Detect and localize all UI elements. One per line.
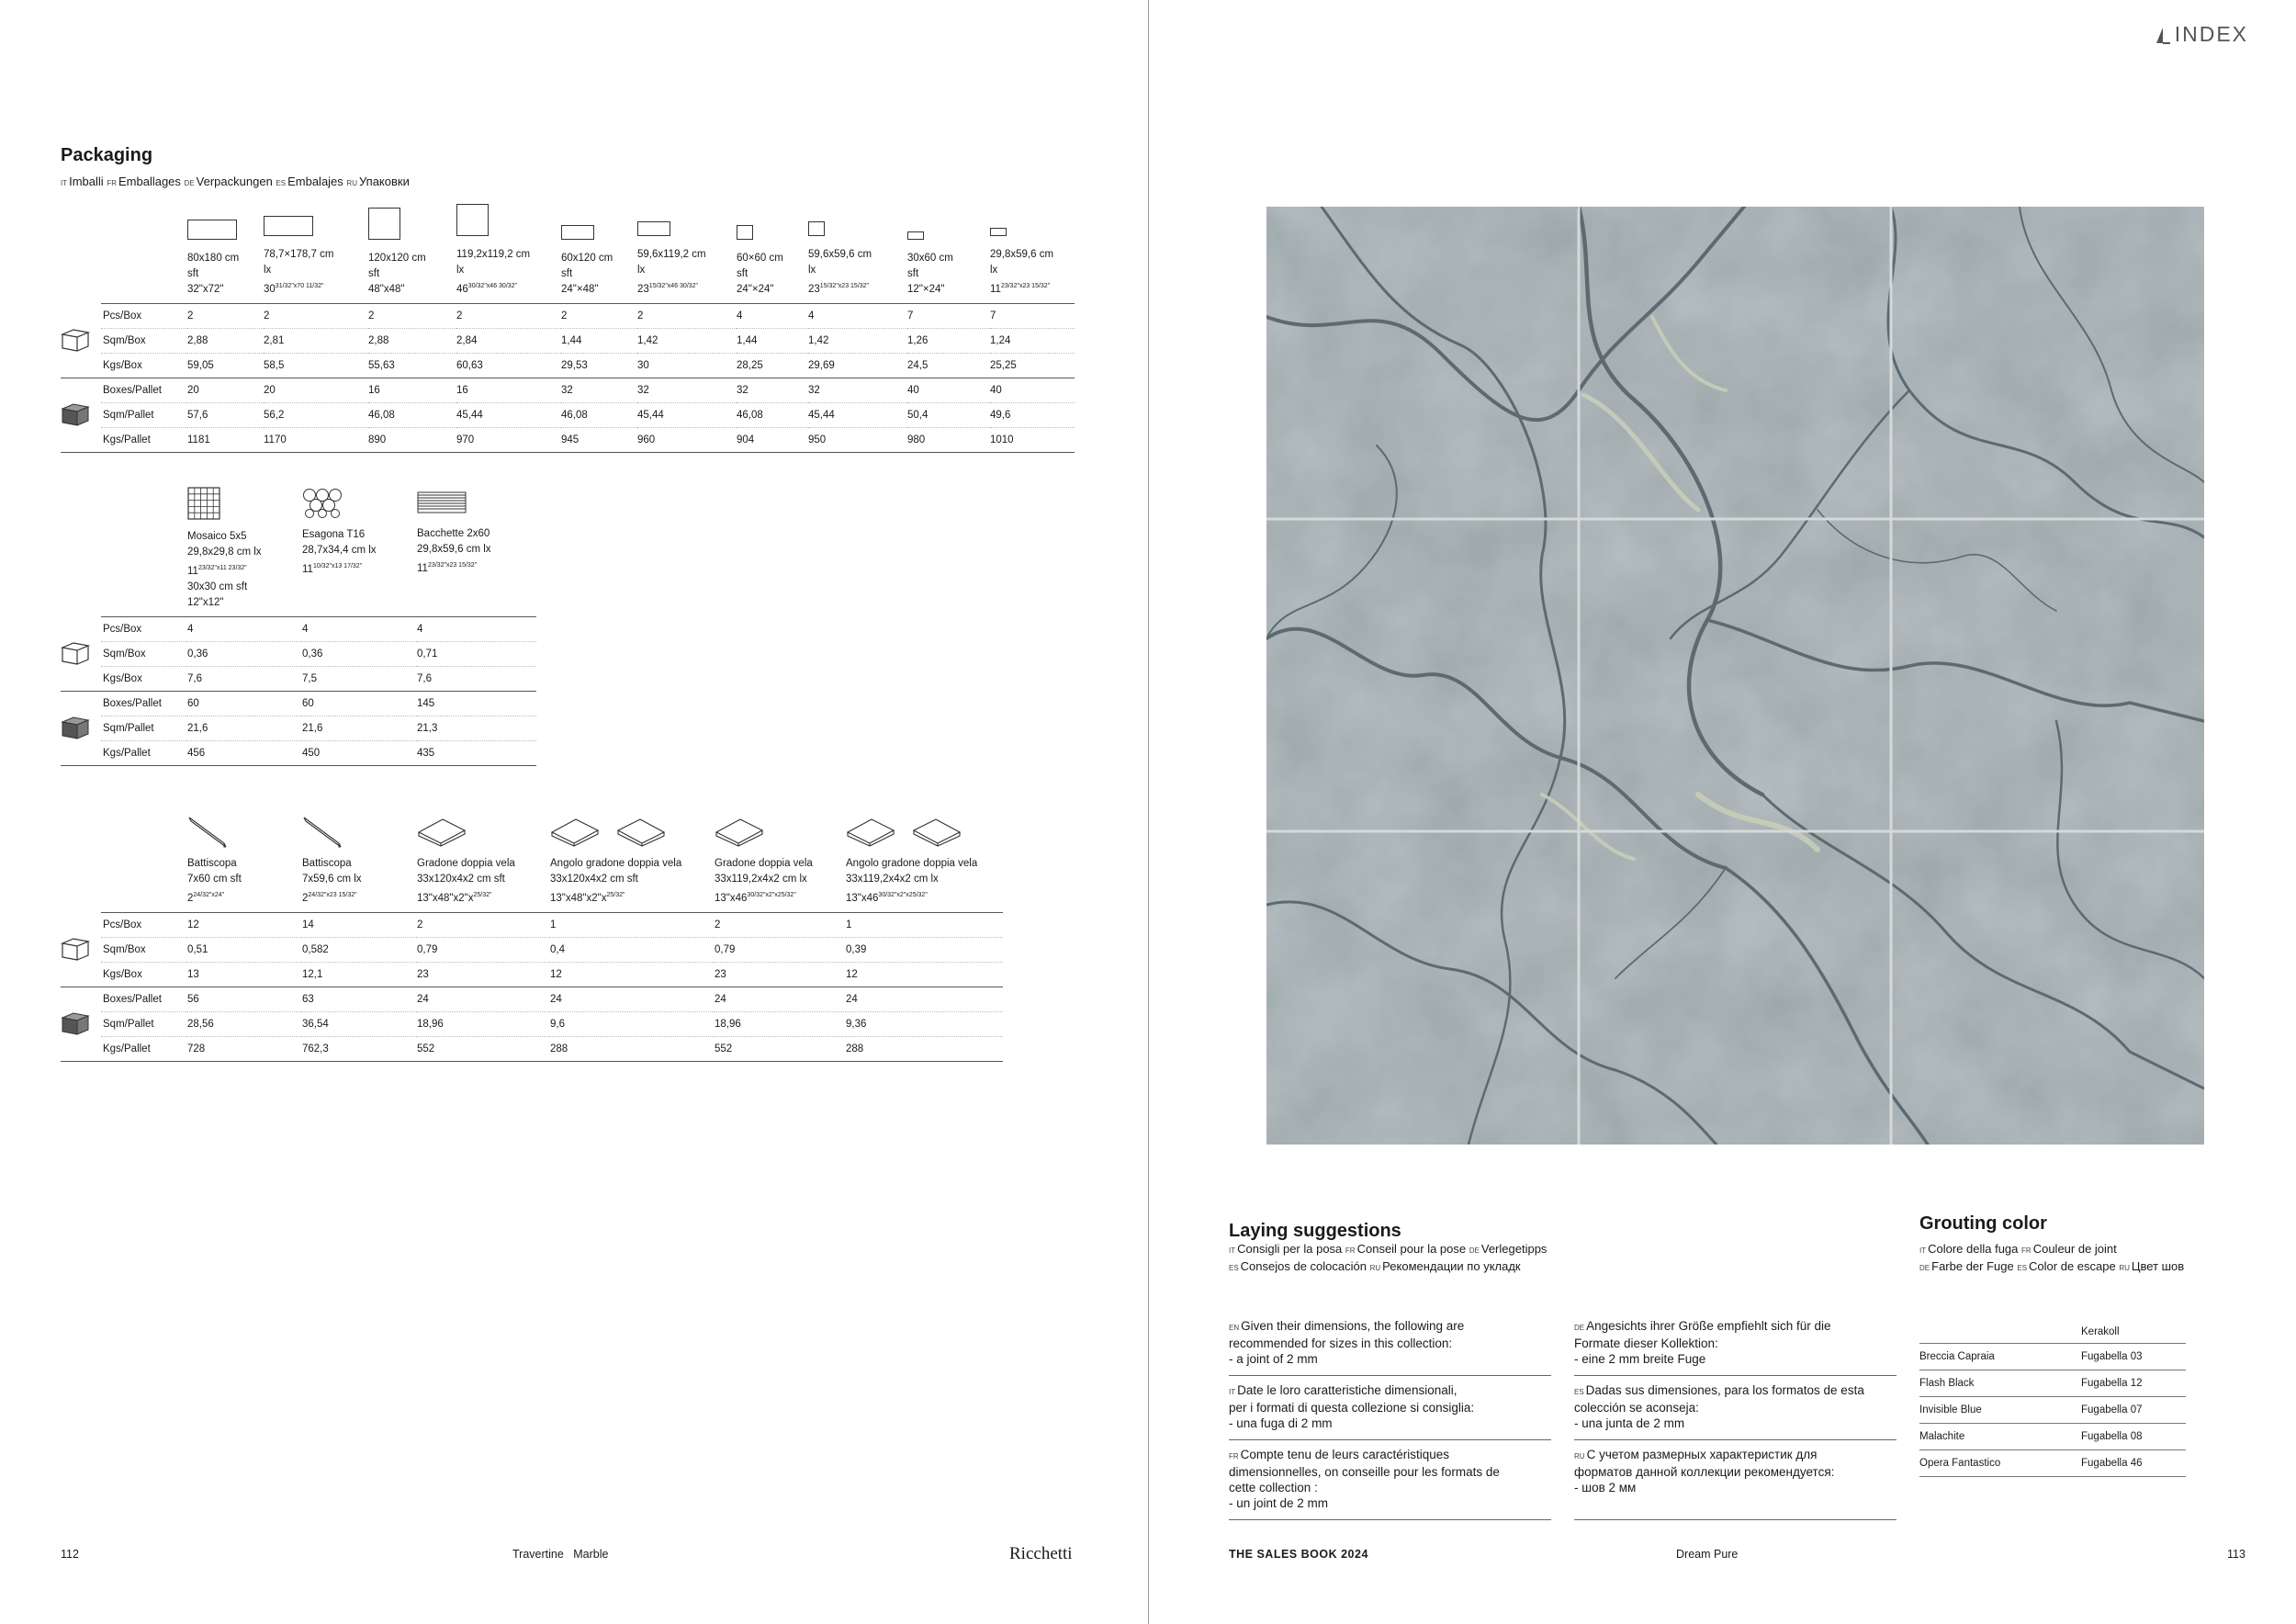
laying-subtitle: IT Consigli per la posa FR Conseil pour la pose DE Verlegetipps ES Consejos de colocación RU Рекомендации по укладк xyxy=(1229,1242,1548,1273)
table-row: Boxes/Pallet 20 20 16 16 32 32 32 32 40 40 xyxy=(61,378,1075,402)
col-head: Bacchette 2x60 29,8x59,6 cm lx $11^{23/32"x23 15/32"}$ xyxy=(417,487,536,616)
grouting-subtitle: IT Colore della fuga FR Couleur de joint DE Farbe der Fuge ES Color de escape RU Цвет шов xyxy=(1919,1242,2185,1273)
table-row: Pcs/Box 12 14 2 1 2 1 xyxy=(61,912,1003,937)
col-head: 119,2x119,2 cm lx $46^{30/32"x46 30/32"}$ xyxy=(456,204,561,303)
page-number-left: 112 xyxy=(61,1548,79,1561)
table-row: Kgs/Box 59,05 58,5 55,63 60,63 29,53 30 28,25 29,69 24,5 25,25 xyxy=(61,353,1075,378)
table-head xyxy=(61,204,1075,303)
table-row: Kgs/Pallet 728 762,3 552 288 552 288 xyxy=(61,1036,1003,1061)
table-row: Sqm/Box 2,88 2,81 2,88 2,84 1,44 1,42 1,44 1,42 1,26 1,24 xyxy=(61,328,1075,353)
step-corner-icon xyxy=(616,818,666,847)
packaging-table-mosaics xyxy=(61,487,536,766)
table-row: Kgs/Box 13 12,1 23 12 23 12 xyxy=(61,962,1003,987)
table-head xyxy=(61,816,1003,912)
col-head: Gradone doppia vela 33x119,2x4x2 cm lx $13"x46^{30/32"x2"x25/32"}$ xyxy=(715,816,846,912)
laying-block-de: DE Angesichts ihrer Größe empfiehlt sich für die Formate dieser Kollektion: - eine 2 mm breite Fuge xyxy=(1574,1312,1896,1376)
table-row: Malachite Fugabella 08 xyxy=(1919,1423,2186,1449)
table-row: Sqm/Box 0,36 0,36 0,71 xyxy=(61,641,536,666)
step-tile-icon xyxy=(846,818,895,847)
pallet-icon xyxy=(61,714,90,739)
brand-logo: Ricchetti xyxy=(1009,1544,1073,1563)
book-title: THE SALES BOOK 2024 xyxy=(1229,1548,1368,1561)
marble-tile-photo xyxy=(1266,207,2204,1145)
col-head: Mosaico 5x5 29,8x29,8 cm lx $11^{23/32"x11 23/32"}$ 30x30 cm sft 12"x12" xyxy=(187,487,302,616)
sticks-tile-icon xyxy=(417,491,467,513)
grout-brand-header: Kerakoll xyxy=(2081,1310,2186,1343)
index-arrow-icon xyxy=(2155,26,2171,44)
col-head: Battiscopa 7x59,6 cm lx $2^{24/32"x23 15/32"}$ xyxy=(302,816,417,912)
col-head: Battiscopa 7x60 cm sft $2^{24/32"x24"}$ xyxy=(187,816,302,912)
laying-block-fr: FR Compte tenu de leurs caractéristiques dimensionnelles, on conseille pour les formats de cette collection : - un joint de 2 mm xyxy=(1229,1440,1551,1520)
table-row: Boxes/Pallet 56 63 24 24 24 24 xyxy=(61,987,1003,1011)
table-row: Sqm/Pallet 57,6 56,2 46,08 45,44 46,08 45,44 46,08 45,44 50,4 49,6 xyxy=(61,402,1075,427)
marble-image xyxy=(1266,207,2204,1145)
tile-shape-icon xyxy=(187,220,237,240)
col-head: Angolo gradone doppia vela 33x119,2x4x2 cm lx $13"x46^{30/32"x2"x25/32"}$ xyxy=(846,816,1003,912)
col-head: Esagona T16 28,7x34,4 cm lx $11^{10/32"x13 17/32"}$ xyxy=(302,487,417,616)
step-tile-icon xyxy=(417,818,467,847)
laying-block-ru: RU С учетом размерных характеристик для форматов данной коллекции рекомендуется: - шов 2 мм xyxy=(1574,1440,1896,1520)
packaging-table-sizes xyxy=(61,204,1075,453)
laying-column-right xyxy=(1574,1312,1896,1520)
table-row: Pcs/Box 4 4 4 xyxy=(61,616,536,641)
col-head: 59,6x119,2 cm lx $23^{15/32"x46 30/32"}$ xyxy=(637,204,737,303)
tile-shape-icon xyxy=(637,221,670,236)
skirting-icon xyxy=(187,816,228,849)
table-row: Invisible Blue Fugabella 07 xyxy=(1919,1396,2186,1423)
table-row: Kgs/Box 7,6 7,5 7,6 xyxy=(61,666,536,691)
col-head: 60x120 cm sft 24"×48" xyxy=(561,204,637,303)
step-corner-icon xyxy=(912,818,962,847)
box-icon xyxy=(61,639,90,665)
table-row: Sqm/Pallet 21,6 21,6 21,3 xyxy=(61,716,536,740)
tile-shape-icon xyxy=(737,225,753,240)
laying-block-it: IT Date le loro caratteristiche dimensionali, per i formati di questa collezione si consiglia: - una fuga di 2 mm xyxy=(1229,1376,1551,1440)
tile-shape-icon xyxy=(990,228,1007,236)
footer-collection-left: Travertine Marble xyxy=(512,1548,609,1561)
table-row: Flash Black Fugabella 12 xyxy=(1919,1370,2186,1396)
mosaic-grid-icon xyxy=(187,487,220,520)
table-head xyxy=(61,487,536,616)
col-head: 80x180 cm sft 32"x72" xyxy=(187,204,264,303)
page-number-right: 113 xyxy=(2227,1548,2245,1561)
table-row: Kgs/Pallet 456 450 435 xyxy=(61,740,536,765)
index-label: INDEX xyxy=(2174,22,2248,46)
box-icon xyxy=(61,935,90,961)
packaging-title: Packaging xyxy=(61,145,153,165)
grouting-title: Grouting color xyxy=(1919,1213,2047,1234)
table-row: Opera Fantastico Fugabella 46 xyxy=(1919,1449,2186,1476)
box-icon xyxy=(61,326,90,352)
table-row: Breccia Capraia Fugabella 03 xyxy=(1919,1343,2186,1370)
pallet-icon xyxy=(61,1009,90,1035)
hexagon-tile-icon xyxy=(302,487,343,518)
packaging-table-trims xyxy=(61,816,1003,1062)
col-head: Angolo gradone doppia vela 33x120x4x2 cm sft $13"x48"x2"x^{25/32"}$ xyxy=(550,816,715,912)
laying-block-es: ES Dadas sus dimensiones, para los formatos de esta colección se aconseja: - una junta de 2 mm xyxy=(1574,1376,1896,1440)
col-head: Gradone doppia vela 33x120x4x2 cm sft $13"x48"x2"x^{25/32"}$ xyxy=(417,816,550,912)
col-head: 120x120 cm sft 48"x48" xyxy=(368,204,456,303)
step-tile-icon xyxy=(715,818,764,847)
table-row: Sqm/Pallet 28,56 36,54 18,96 9,6 18,96 9,36 xyxy=(61,1011,1003,1036)
laying-column-left xyxy=(1229,1312,1551,1520)
step-tile-icon xyxy=(550,818,600,847)
grouting-table xyxy=(1919,1310,2186,1477)
packaging-subtitle: IT Imballi FR Emballages DE Verpackungen ES Embalajes RU Упаковки xyxy=(61,175,410,188)
tile-shape-icon xyxy=(907,231,924,240)
tile-shape-icon xyxy=(368,208,400,240)
index-link[interactable] xyxy=(2155,22,2248,47)
table-row: Pcs/Box 2 2 2 2 2 2 4 4 7 7 xyxy=(61,303,1075,328)
col-head: 29,8x59,6 cm lx $11^{23/32"x23 15/32"}$ xyxy=(990,204,1075,303)
table-row: Boxes/Pallet 60 60 145 xyxy=(61,691,536,716)
skirting-icon xyxy=(302,816,343,849)
table-row: Sqm/Box 0,51 0,582 0,79 0,4 0,79 0,39 xyxy=(61,937,1003,962)
laying-title: Laying suggestions xyxy=(1229,1221,1401,1241)
right-page xyxy=(1149,0,2296,1624)
col-head: 59,6x59,6 cm lx $23^{15/32"x23 15/32"}$ xyxy=(808,204,907,303)
col-head: 78,7×178,7 cm lx $30^{31/32"x70 11/32"}$ xyxy=(264,204,368,303)
table-row: Kgs/Pallet 1181 1170 890 970 945 960 904 950 980 1010 xyxy=(61,427,1075,452)
tile-shape-icon xyxy=(561,225,594,240)
pallet-icon xyxy=(61,400,90,426)
footer-collection-right: Dream Pure xyxy=(1676,1548,1739,1561)
col-head: 30x60 cm sft 12"×24" xyxy=(907,204,990,303)
col-head: 60×60 cm sft 24"×24" xyxy=(737,204,808,303)
laying-block-en: EN Given their dimensions, the following are recommended for sizes in this collection: - a joint of 2 mm xyxy=(1229,1312,1551,1376)
tile-shape-icon xyxy=(264,216,313,236)
table-head xyxy=(1919,1310,2186,1343)
tile-shape-icon xyxy=(808,221,825,236)
tile-shape-icon xyxy=(456,204,489,236)
